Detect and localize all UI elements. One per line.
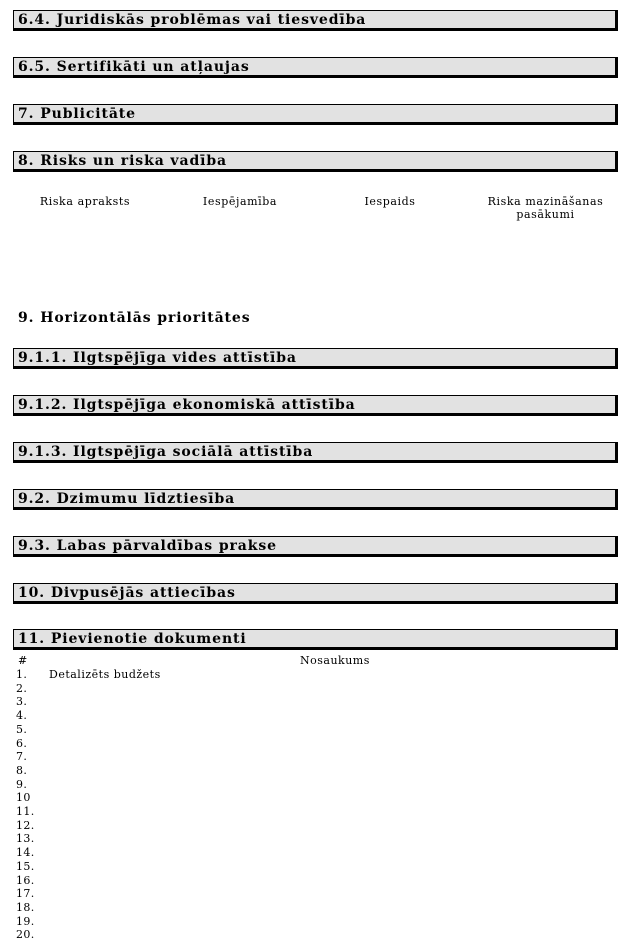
- section-header-9-1-3: [13, 442, 618, 463]
- document-row-number: 4.: [16, 709, 28, 722]
- section-header-9-3: [13, 536, 618, 557]
- section-header-6-5: [13, 57, 618, 78]
- section-header-7: [13, 104, 618, 125]
- section-title: 9.1.1. Ilgtspējīga vides attīstība: [18, 350, 297, 366]
- document-row-number: 11.: [16, 805, 35, 818]
- section-title: 9.1.2. Ilgtspējīga ekonomiskā attīstība: [18, 397, 356, 413]
- risk-col-impact: Iespaids: [364, 195, 416, 208]
- document-row-number: 15.: [16, 860, 35, 873]
- section-title: 6.4. Juridiskās problēmas vai tiesvedība: [18, 12, 367, 28]
- section-title: 9.2. Dzimumu līdztiesība: [18, 491, 236, 507]
- document-row-number: 9.: [16, 778, 28, 791]
- section-header-6-4: [13, 10, 618, 31]
- section-header-10: [13, 583, 618, 604]
- section-title: 10. Divpusējās attiecības: [18, 585, 236, 601]
- document-row-name: Detalizēts budžets: [49, 668, 161, 681]
- document-row-number: 7.: [16, 750, 28, 763]
- document-row-number: 8.: [16, 764, 28, 777]
- document-row-number: 12.: [16, 819, 35, 832]
- document-row-number: 1.: [16, 668, 28, 681]
- document-row-number: 14.: [16, 846, 35, 859]
- section-header-9-2: [13, 489, 618, 510]
- section-header-9-1-1: [13, 348, 618, 369]
- section-header-8: [13, 151, 618, 172]
- document-row-number: 6.: [16, 737, 28, 750]
- risk-col-probability: Iespējamība: [202, 195, 278, 208]
- document-row-number: 19.: [16, 915, 35, 928]
- document-row-number: 20.: [16, 928, 35, 941]
- section-title: 7. Publicitāte: [18, 106, 136, 122]
- risk-col-description: Riska apraksts: [39, 195, 131, 208]
- risk-col-mitigation: Riska mazināšanas pasākumi: [487, 195, 604, 221]
- documents-col-number: #: [18, 654, 28, 667]
- section-header-9-1-2: [13, 395, 618, 416]
- section-header-11: [13, 629, 618, 650]
- document-row-number: 3.: [16, 695, 28, 708]
- section-title: 8. Risks un riska vadība: [18, 153, 228, 169]
- document-row-number: 10: [16, 791, 31, 804]
- document-row-number: 16.: [16, 874, 35, 887]
- section-title: 6.5. Sertifikāti un atļaujas: [18, 59, 250, 75]
- document-row-number: 18.: [16, 901, 35, 914]
- document-row-number: 13.: [16, 832, 35, 845]
- section-title: 9.1.3. Ilgtspējīga sociālā attīstība: [18, 444, 314, 460]
- document-row-number: 2.: [16, 682, 28, 695]
- section-title: 11. Pievienotie dokumenti: [18, 631, 247, 647]
- document-row-number: 17.: [16, 887, 35, 900]
- horizontal-priorities-heading: 9. Horizontālās prioritātes: [18, 310, 251, 326]
- documents-col-name: Nosaukums: [300, 654, 370, 667]
- section-title: 9.3. Labas pārvaldības prakse: [18, 538, 277, 554]
- document-row-number: 5.: [16, 723, 28, 736]
